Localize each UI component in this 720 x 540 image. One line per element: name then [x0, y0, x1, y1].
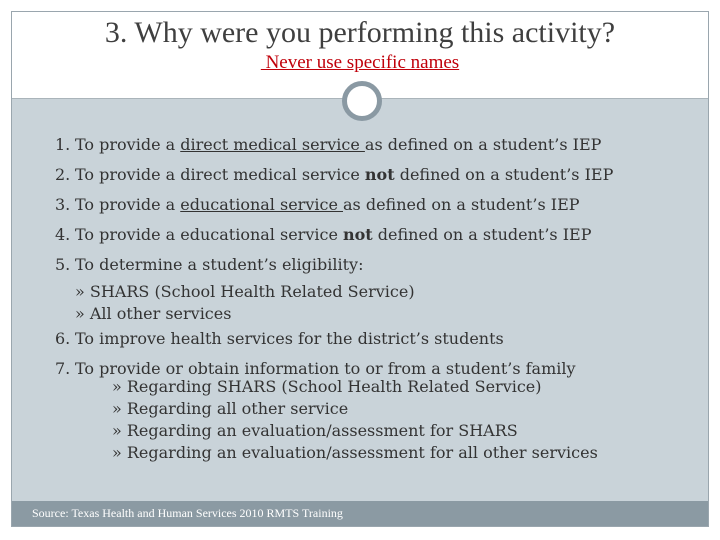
item-text: To provide a — [75, 135, 181, 154]
slide-title: 3. Why were you performing this activity? — [104, 16, 616, 49]
item-text: To determine a student’s eligibility: — [75, 255, 364, 274]
source-caption: Source: Texas Health and Human Services 2010 RMTS Training — [32, 506, 343, 520]
item-text: To improve health services for the district’s students — [75, 329, 504, 348]
item-text: To provide a educational service — [75, 225, 343, 244]
item-text: defined on a student’s IEP — [372, 225, 592, 244]
slide — [11, 11, 709, 527]
item-emphasis: direct medical service — [180, 135, 365, 154]
item-emphasis: not — [343, 225, 373, 244]
item-number: 1. — [55, 135, 71, 154]
sub-item: » Regarding all other service — [112, 399, 349, 418]
item-emphasis: not — [364, 165, 395, 184]
sub-item: » Regarding an evaluation/assessment for all other services — [112, 443, 598, 462]
slide-body — [12, 99, 708, 501]
item-number: 3. — [55, 195, 71, 214]
list-item — [55, 255, 363, 274]
sub-item: » Regarding SHARS (School Health Related Service) — [112, 377, 542, 396]
item-text: defined on a student’s IEP — [394, 165, 614, 184]
list-item — [55, 359, 576, 378]
item-number: 7. — [55, 359, 71, 378]
sub-item: » SHARS (School Health Related Service) — [75, 282, 415, 301]
slide-footer — [12, 501, 708, 526]
slide-subtitle: Never use specific names — [260, 52, 460, 73]
item-emphasis: educational service — [180, 195, 343, 214]
list-item — [55, 225, 591, 244]
item-number: 4. — [55, 225, 71, 244]
list-item — [55, 195, 580, 214]
item-text: as defined on a student’s IEP — [343, 195, 580, 214]
item-text: To provide or obtain information to or from a student’s family — [75, 359, 576, 378]
item-number: 6. — [55, 329, 71, 348]
list-item — [55, 165, 613, 184]
item-number: 2. — [55, 165, 71, 184]
sub-item: » Regarding an evaluation/assessment for SHARS — [112, 421, 518, 440]
list-item — [55, 329, 504, 348]
sub-item: » All other services — [75, 304, 232, 323]
item-text: To provide a — [75, 195, 181, 214]
item-number: 5. — [55, 255, 71, 274]
item-text: To provide a direct medical service — [75, 165, 365, 184]
list-item — [55, 135, 601, 154]
circle-ornament — [342, 81, 382, 121]
item-text: as defined on a student’s IEP — [364, 135, 602, 154]
